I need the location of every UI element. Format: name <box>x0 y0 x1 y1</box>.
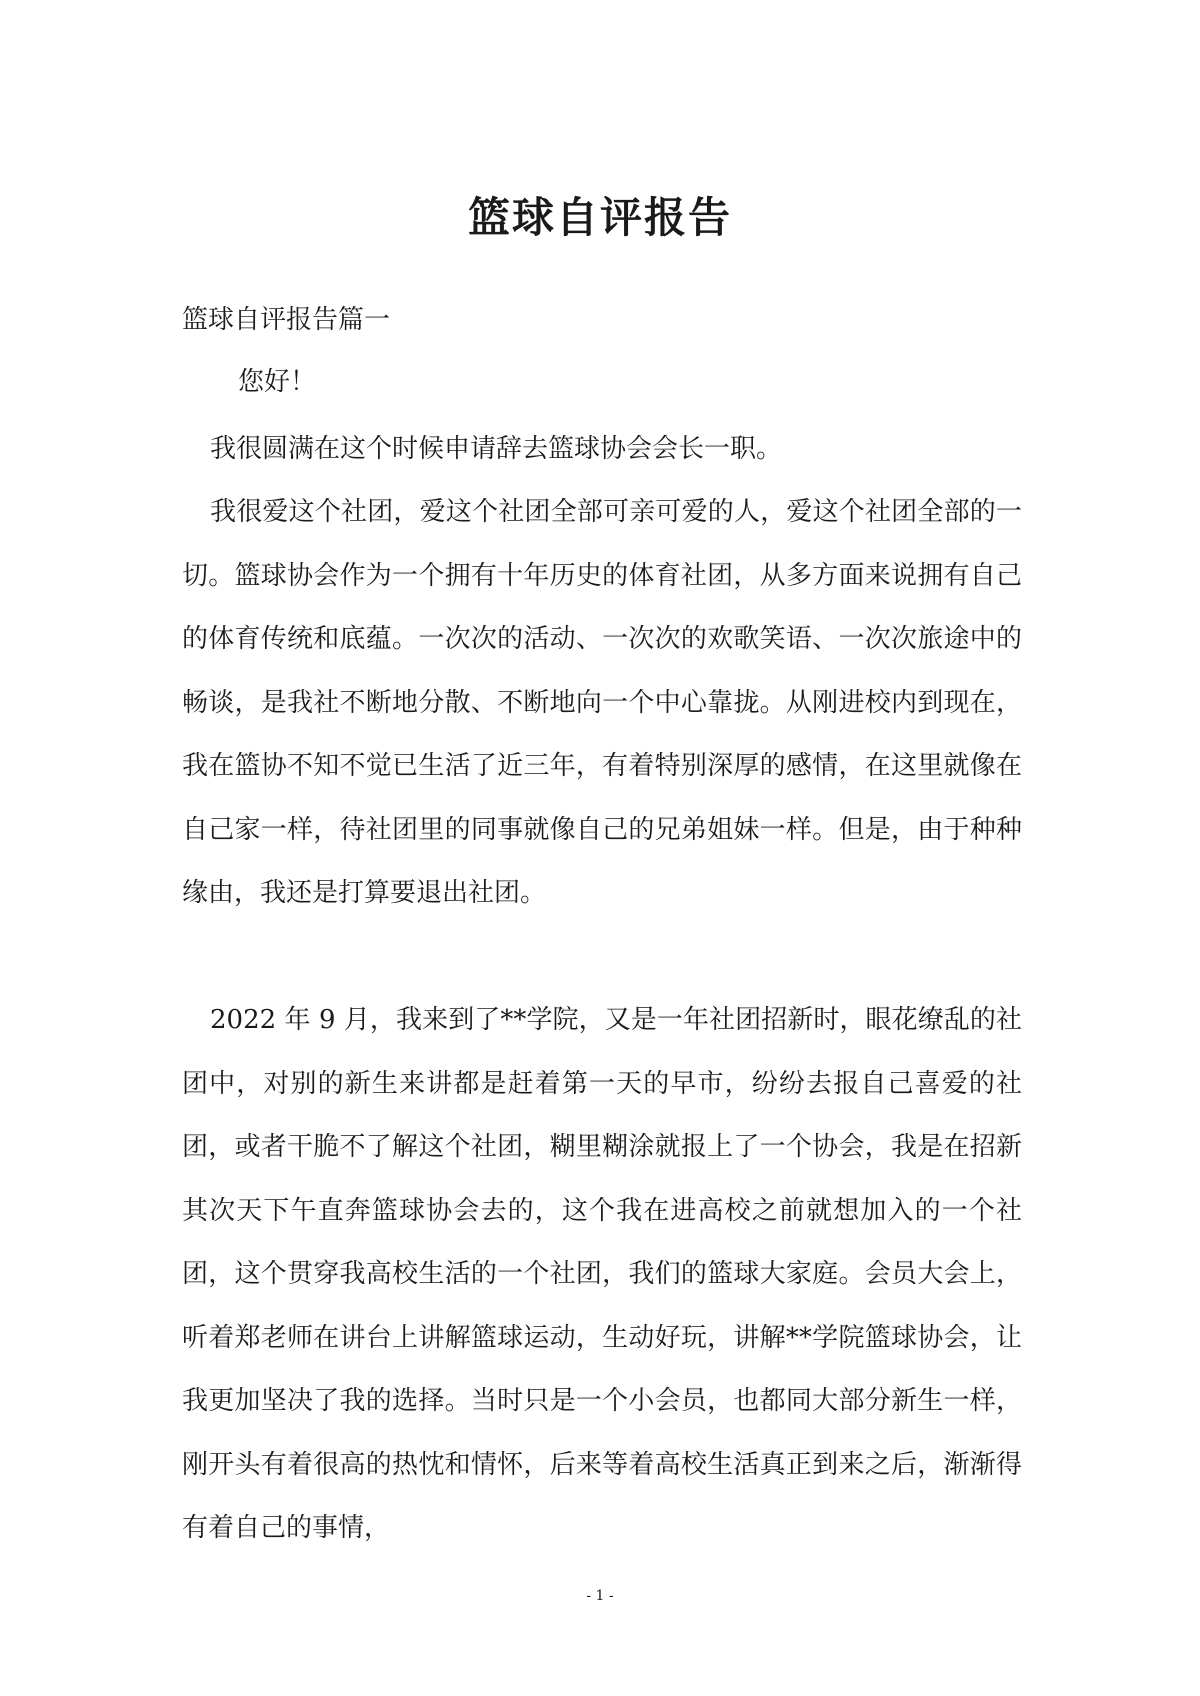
paragraph: 我很圆满在这个时候申请辞去篮球协会会长一职。 <box>210 434 783 464</box>
paragraph: 2022 年 9 月，我来到了**学院，又是一年社团招新时，眼花缭乱的社团中，对别的新生来讲都是赶着第一天的早市，纷纷去报自己喜爱的社团，或者干脆不了解这个社团，糊里糊涂就报上了一个协会，我是在招新其次天下午直奔篮球协会去的，这个我在进高校之前就想加入的一个社团，这个贯穿我高校生活的一个社团，我们的篮球大家庭。会员大会上，听着郑老师在讲台上讲解篮球运动，生动好玩，讲解**学院篮球协会，让我更加坚决了我的选择。当时只是一个小会员，也都同大部分新生一样，刚开头有着很高的热忱和情怀，后来等着高校生活真正到来之后，渐渐得有着自己的事情， <box>182 1005 1022 1543</box>
greeting-text: 您好！ <box>238 367 317 397</box>
page-number: - 1 - <box>586 1588 614 1604</box>
document-title: 篮球自评报告 <box>467 193 732 242</box>
paragraph: 我很爱这个社团，爱这个社团全部可亲可爱的人，爱这个社团全部的一切。篮球协会作为一个拥有十年历史的体育社团，从多方面来说拥有自己的体育传统和底蕴。一次次的活动、一次次的欢歌笑语、一次次旅途中的畅谈，是我社不断地分散、不断地向一个中心靠拢。从刚进校内到现在，我在篮协不知不觉已生活了近三年，有着特别深厚的感情，在这里就像在自己家一样，待社团里的同事就像自己的兄弟姐妹一样。但是，由于种种缘由，我还是打算要退出社团。 <box>182 497 1022 908</box>
section-heading: 篮球自评报告篇一 <box>182 305 391 335</box>
